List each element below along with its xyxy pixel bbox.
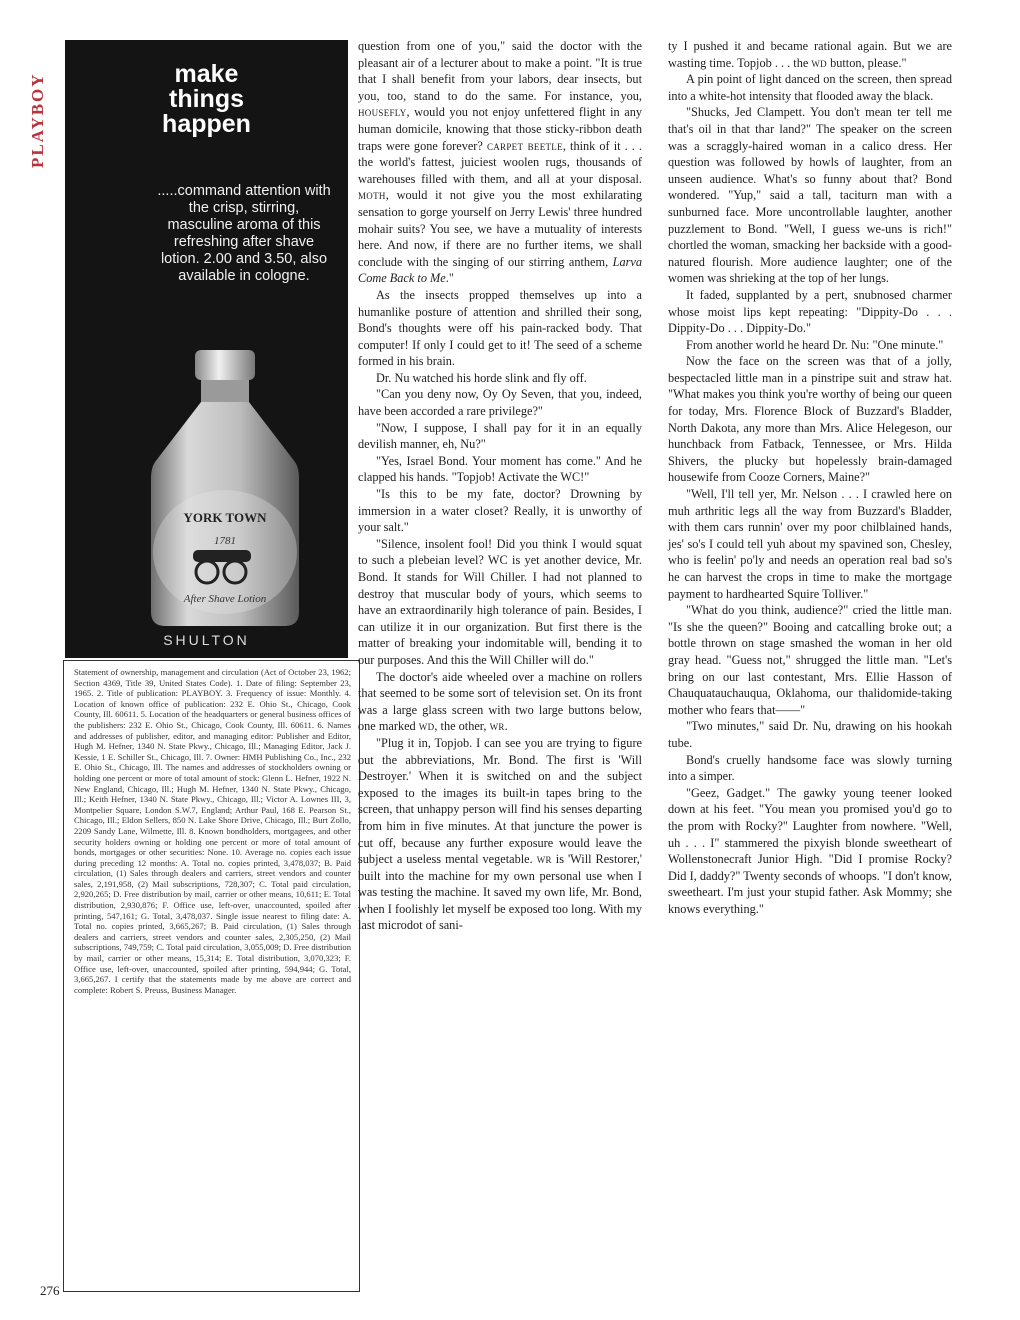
text-run: , would you not enjoy unfettered flight in any human domicile, knowing that those sticky-ribbon death traps were gone forever? xyxy=(358,105,642,153)
ad-copy: .....command attention with the crisp, stirring, masculine aroma of this refreshing after shave lotion. 2.00 and 3.50, also available in cologne. xyxy=(157,183,331,284)
statement-of-ownership: Statement of ownership, management and circulation (Act of October 23, 1962; Section 4369, Title 39, United States Code). 1. Date of filing: September 23, 1965. 2. Title of publication: PLAYBOY. 3. Frequency of issue: Monthly. 4. Location of known office of publication: 232 E. Ohio St., Chicago, Cook County, Ill. 60611. 5. Location of the headquarters or general business offices of the publishers: 232 E. Ohio St., Chicago, Cook County, Ill. 60611. 6. Names and addresses of publisher, editor, and managing editor: Publisher and Editor, Hugh M. Hefner, 1340 N. State Pkwy., Chicago, Ill.; Managing Editor, Jack J. Kessie, 1 E. Schiller St., Chicago, Ill. 7. Owner: HMH Publishing Co., Inc., 232 E. Ohio St., Chicago, Ill. The names and addresses of stockholders owning or holding one percent or more of total amount of stock: Glenn L. Hefner, 1922 N. New England, Chicago, Ill.; Hugh M. Hefner, 1340 N. State Pkwy., Chicago, Ill.; Keith Hefner, 1340 N. State Pkwy., Chicago, Ill.; Victor A. Lownes III, 3, Montpelier Square, London S.W.7, England; Arthur Paul, 168 E. Pearson St., Chicago, Ill.; Eldon Sellers, 850 N. Lake Shore Drive, Chicago, Ill.; Burt Zollo, 2209 Sandy Lane, Wilmette, Ill. 8. Known bondholders, mortgagees, and other security holders owning or holding one percent or more of total amount of bonds, mortgages or other securities: None. 10. Average no. copies each issue during preceding 12 months: A. Total no. copies printed, 3,478,037; B. Paid circulation, (1) Sales through dealers and carriers, street vendors and counter sales, 2,191,958, (2) Mail subscriptions, 728,307; C. Total paid circulation, 2,920,265; D. Free distribution by mail, carrier or other means, 10,611; E. Total distribution, 2,930,876; F. Office use, left-over, unaccounted, spoiled after printing, 547,161; G. Total, 3,478,037. Single issue nearest to filing date: A. Total no. copies printed, 3,665,267; B. Paid circulation, (1) Sales through dealers and carriers, street vendors and counter sales, 2,305,250, (2) Mail subscriptions, 749,759; C. Total paid circulation, 3,055,009; D. Free distribution by mail, carrier or other means, 15,314; E. Total distribution, 3,070,323; F. Office use, left-over, unaccounted, spoiled after printing, 594,944; G. Total, 3,665,267. I certify that the statements made by me above are correct and complete: Robert S. Preuss, Business Manager. xyxy=(63,660,360,1292)
article-paragraph xyxy=(358,735,642,934)
text-run: ty I pushed it and became rational again. But we are wasting time. Topjob . . . the xyxy=(668,39,952,70)
text-run: . xyxy=(504,719,508,734)
text-run: Larva Come Back to Me xyxy=(358,254,642,286)
text-run: wr xyxy=(536,852,552,867)
article-paragraph: From another world he heard Dr. Nu: "One minute." xyxy=(686,337,944,352)
article-column-2 xyxy=(358,38,642,934)
article-paragraph: "Shucks, Jed Clampett. You don't mean ter tell me that's oil in that thar land?" The speaker on the screen was a scraggly-haired woman in a calico dress. Her question was followed by howls of laughter, from an unseen audience. What's so funny about that? Bond wondered. "Yup," said a tall, taciturn man with a sunburned face. More uncontrollable laughter, another puzzlement to Bond. "Well, I guess we-uns is rich!" chortled the woman, smacking her backside with a good-natured flourish. More audience laughter; one of the women was shrieking at the top of her lungs. xyxy=(668,105,952,286)
page-number: 276 xyxy=(40,1283,60,1298)
article-paragraph: As the insects propped themselves up into a humanlike posture of attention and shrilled their song, Bond's thoughts were off his pain-racked body. That computer! If only I could get to it! The seed of a scheme formed in his brain. xyxy=(358,287,642,369)
article-paragraph: A pin point of light danced on the screen, then spread into a white-hot intensity that flooded away the black. xyxy=(668,72,952,103)
ad-headline-line: make xyxy=(174,60,239,88)
bottle-label-year: 1781 xyxy=(214,535,236,547)
article-paragraph: "Geez, Gadget." The gawky young teener looked down at his feet. "You mean you promised you'd go to the prom with Rocky?" Laughter from nowhere. "Well, uh . . . I" stammered the pixyish blonde sweetheart of Wollenstonecraft Junior High. "Did I promise Rocky? Did I, daddy?" Twenty seconds of whoops. "I don't know, sweetheart. I'm just your stupid father. Ask Mommy; she knows everything." xyxy=(668,785,952,916)
aftershave-ad xyxy=(65,40,348,658)
text-run: wd xyxy=(418,719,435,734)
article-paragraph: Now the face on the screen was that of a jolly, bespectacled little man in a pinstripe suit and straw hat. "What makes you think you're worthy of being our queen for today, Mrs. Florence Block of Buzzard's Bladder, North Dakota, any more than Mrs. Alice Helegeson, our hunchback from Fatback, Tennessee, or Mrs. Hilda Shivers, the plucky but hopelessly brain-damaged housewife from Cooze Corners, Maine?" xyxy=(668,354,952,485)
article-paragraph xyxy=(668,38,952,71)
text-run: The doctor's aide wheeled over a machine on rollers that seemed to be some sort of television set. On its front was a large glass screen with two large buttons below, one marked xyxy=(358,669,642,734)
text-run: , the other, xyxy=(434,719,490,734)
bottle-label-name: YORK TOWN xyxy=(183,510,267,525)
ad-brand: SHULTON xyxy=(163,632,250,648)
article-paragraph: "Is this to be my fate, doctor? Drowning by immersion in a water closet? Really, it is unworthy of your salt." xyxy=(358,487,642,535)
text-run: is 'Will Restorer,' built into the machine for my own personal use when I was testing the machine. It saved my own life, Mr. Bond, when I foolishly let myself be exposed too long. With my last microdot of sani- xyxy=(358,852,642,933)
bottle-image xyxy=(145,350,305,630)
article-paragraph: "Well, I'll tell yer, Mr. Nelson . . . I crawled here on muh arthritic legs all the way from Buzzard's Bladder, with them cars runnin' over my poor chilblained hands, jes' so's I could tell yuh about my spavined son, Chesley, who is feelin' po'ly and needs an operation real bad so's he can harvest the crops in time to make the mortgage payment to hardhearted Squire Tolliver." xyxy=(668,487,952,601)
article-column-3 xyxy=(668,38,952,917)
text-run: ." xyxy=(445,271,454,286)
text-run: wr xyxy=(489,719,505,734)
text-run: "Plug it in, Topjob. I can see you are trying to figure out the abbreviations, Mr. Bond. The first is 'Will Destroyer.' When it is switched on and the subject exposed to the images its built-in tapes bring to the screen, that unhappy person will find his senses departing from him in five minutes. At that juncture the power is cut off, because any further exposure would leave the subject a useless mental vegetable. xyxy=(358,735,642,867)
article-paragraph: It faded, supplanted by a pert, snubnosed charmer whose moist lips kept repeating: "Dippity-Do . . . Dippity-Do . . . Dippity-Do." xyxy=(668,287,952,336)
text-run: housefly xyxy=(358,105,407,120)
article-paragraph: "Now, I suppose, I shall pay for it in an equally devilish manner, eh, Nu?" xyxy=(358,420,642,452)
article-paragraph xyxy=(358,669,642,735)
article-paragraph: "Can you deny now, Oy Oy Seven, that you, indeed, have been accorded a rare privilege?" xyxy=(358,387,642,419)
magazine-name: PLAYBOY xyxy=(28,72,47,168)
ad-headline-line: happen xyxy=(162,110,251,138)
text-run: , think of it . . . the world's fattest, juiciest woolen rugs, thousands of warehouses filled with them, and all at your disposal. xyxy=(358,138,642,186)
article-paragraph xyxy=(358,38,642,287)
article-paragraph: Bond's cruelly handsome face was slowly turning into a simper. xyxy=(668,752,952,784)
text-run: , would it not give you the most exhilarating sensation to gorge yourself on Jerry Lewis' three hundred mohair suits? You see, we have a mutuality of interests here. And now, if there are no further items, we shall conclude with the singing of our stirring anthem, xyxy=(358,188,642,269)
text-run: wd xyxy=(811,55,827,70)
bottle-label-product: After Shave Lotion xyxy=(183,593,267,605)
text-run: question from one of you," said the doctor with the pleasant air of a lecturer about to make a point. "It is true that I shall benefit from your labors, dear insects, but you, too, stand to do the same. For instance, you, xyxy=(358,39,642,103)
text-run: button, please." xyxy=(827,55,907,70)
ad-headline xyxy=(65,62,348,137)
article-paragraph: Dr. Nu watched his horde slink and fly off. xyxy=(376,370,587,385)
article-paragraph: "Yes, Israel Bond. Your moment has come." And he clapped his hands. "Topjob! Activate the WC!" xyxy=(358,453,642,485)
text-run: moth xyxy=(358,188,386,203)
article-paragraph: "What do you think, audience?" cried the little man. "Is she the queen?" Booing and catcalling broke out; a bottle thrown on stage smashed the woman in her old gray head. "Guess not," shrugged the little man. "Let's bring on our last contestant, Mrs. Ellie Hasson of Chauquatauchauqua, Oklahoma, our thalidomide-taking mother who fears that——" xyxy=(668,603,952,717)
article-paragraph: "Silence, insolent fool! Did you think I would squat to such a plebeian level? WC is yet another device, Mr. Bond. It stands for Will Chiller. I had not planned to destroy that muscular body of yours, which seems to have an extraordinarily high tolerance of pain. Besides, I can utilize it in our organization. But first there is the matter of breaking your indomitable will, bending it to our purposes. And this the Will Chiller will do." xyxy=(358,536,642,667)
text-run: carpet beetle xyxy=(486,138,563,153)
article-paragraph: "Two minutes," said Dr. Nu, drawing on his hookah tube. xyxy=(668,719,952,750)
ad-headline-line: things xyxy=(169,85,244,113)
